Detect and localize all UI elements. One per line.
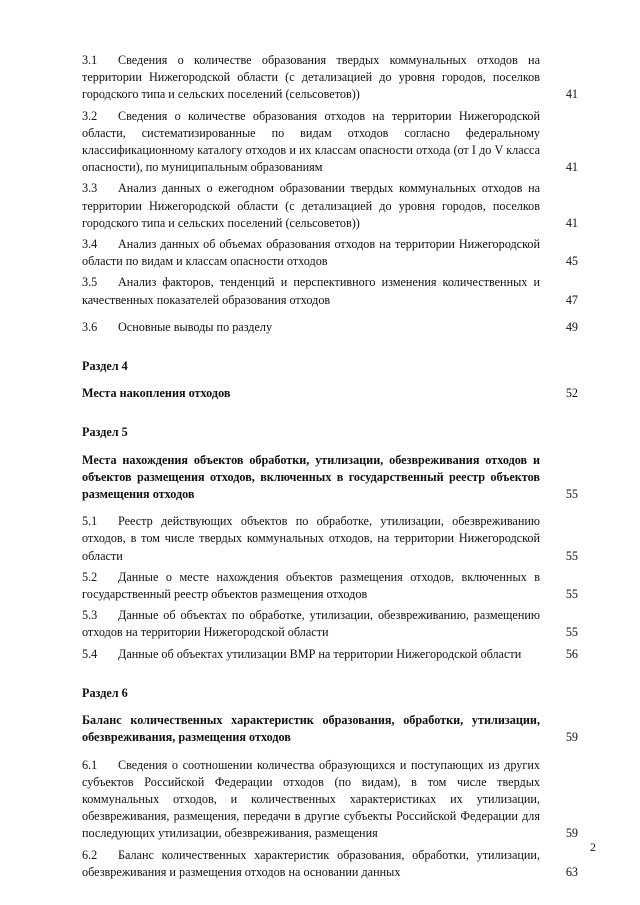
entry-title: Основные выводы по разделу [118, 319, 273, 334]
entry-title: Сведения о количестве образования отходов на территории Нижегородской области, систематизированные по видам отходов согласно федеральному классификационному каталогу отходов и их классам опасности отхода (от I до V класса опасности), по муниципальным образованиям [82, 108, 540, 175]
section-6-label: Раздел 6 [82, 685, 128, 700]
entry-page-number: 41 [565, 215, 578, 230]
entry-number: 3.6 [82, 319, 98, 334]
entry-number: 3.3 [82, 181, 98, 196]
entry-number: 6.1 [82, 757, 98, 772]
entry-page-number: 59 [565, 730, 578, 745]
toc-entry-5-1[interactable] [82, 513, 578, 565]
section-5-title-entry[interactable] [82, 452, 578, 504]
toc-entry-3-5[interactable] [82, 274, 578, 308]
entry-number: 6.2 [82, 847, 98, 862]
entry-page-number: 49 [565, 319, 578, 334]
entry-number: 5.3 [82, 608, 98, 623]
entry-title: Данные об объектах утилизации ВМР на территории Нижегородской области [118, 646, 522, 661]
section-4-label: Раздел 4 [82, 359, 128, 374]
toc-entry-5-4[interactable] [82, 646, 578, 663]
toc-entry-3-4[interactable] [82, 236, 578, 270]
entry-page-number: 55 [565, 487, 578, 502]
section-6-title: Баланс количественных характеристик образования, обработки, утилизации, обезвреживания, размещения отходов [82, 713, 540, 745]
entry-number: 3.1 [82, 53, 98, 67]
toc-entry-3-3[interactable] [82, 180, 578, 232]
entry-title: Реестр действующих объектов по обработке, утилизации, обезвреживанию отходов, в том числе твердых коммунальных отходов, на территории Нижегородской области [82, 514, 540, 563]
section-4-title-entry[interactable] [82, 385, 578, 402]
entry-page-number: 59 [565, 826, 578, 841]
entry-number: 5.1 [82, 514, 98, 529]
entry-page-number: 55 [565, 548, 578, 563]
entry-title: Сведения о соотношении количества образующихся и поступающих из других субъектов Российской Федерации отходов (по видам), в том числе твердых коммунальных отходов, и количественных характеристиках их утилизации, обезвреживания, размещения, передачи в другие субъекты Российской Федерации для последующих утилизации, обезвреживания, размещения [82, 757, 540, 841]
entry-title: Анализ данных об объемах образования отходов на территории Нижегородской области по видам и классам опасности отходов [82, 237, 540, 269]
entry-number: 3.2 [82, 108, 98, 123]
entry-page-number: 47 [565, 292, 578, 307]
entry-number: 3.5 [82, 275, 98, 290]
entry-title: Анализ данных о ежегодном образовании твердых коммунальных отходов на территории Нижегородской области (с детализацией до уровня городов, поселков городского типа и сельских поселений (сельсоветов)) [82, 181, 540, 230]
toc-entry-3-6[interactable] [82, 319, 578, 336]
entry-title: Данные о месте нахождения объектов размещения отходов, включенных в государственный реестр объектов размещения отходов [82, 569, 540, 602]
toc-entry-3-2[interactable] [82, 108, 578, 177]
page-number: 2 [590, 840, 596, 854]
table-of-contents [82, 52, 578, 881]
entry-page-number: 55 [565, 587, 578, 602]
toc-entry-5-2[interactable] [82, 569, 578, 603]
entry-number: 5.4 [82, 646, 98, 661]
entry-number: 3.4 [82, 237, 98, 252]
toc-entry-3-1[interactable] [82, 52, 578, 104]
entry-page-number: 45 [565, 254, 578, 269]
section-5-title: Места нахождения объектов обработки, утилизации, обезвреживания отходов и объектов размещения отходов, включенных в государственный реестр объектов размещения отходов [82, 452, 540, 502]
entry-title: Данные об объектах по обработке, утилизации, обезвреживанию, размещению отходов на территории Нижегородской области [82, 608, 540, 640]
section-4-title: Места накопления отходов [82, 386, 231, 401]
toc-entry-5-3[interactable] [82, 607, 578, 641]
entry-title: Сведения о количестве образования твердых коммунальных отходов на территории Нижегородской области (с детализацией до уровня городов, поселков городского типа и сельских поселений (сельсоветов)) [82, 53, 540, 102]
section-5-label: Раздел 5 [82, 425, 128, 440]
entry-page-number: 56 [565, 646, 578, 661]
entry-page-number: 55 [565, 625, 578, 640]
section-6-title-entry[interactable] [82, 712, 578, 746]
entry-number: 5.2 [82, 569, 98, 584]
entry-page-number: 41 [565, 87, 578, 102]
entry-page-number: 41 [565, 160, 578, 175]
entry-page-number: 63 [565, 864, 578, 879]
entry-page-number: 52 [565, 386, 578, 401]
entry-title: Баланс количественных характеристик образования, обработки, утилизации, обезвреживания и размещения отходов на основании данных [82, 847, 540, 879]
entry-title: Анализ факторов, тенденций и перспективного изменения количественных и качественных показателей образования отходов [82, 275, 540, 307]
toc-entry-6-1[interactable] [82, 757, 578, 843]
